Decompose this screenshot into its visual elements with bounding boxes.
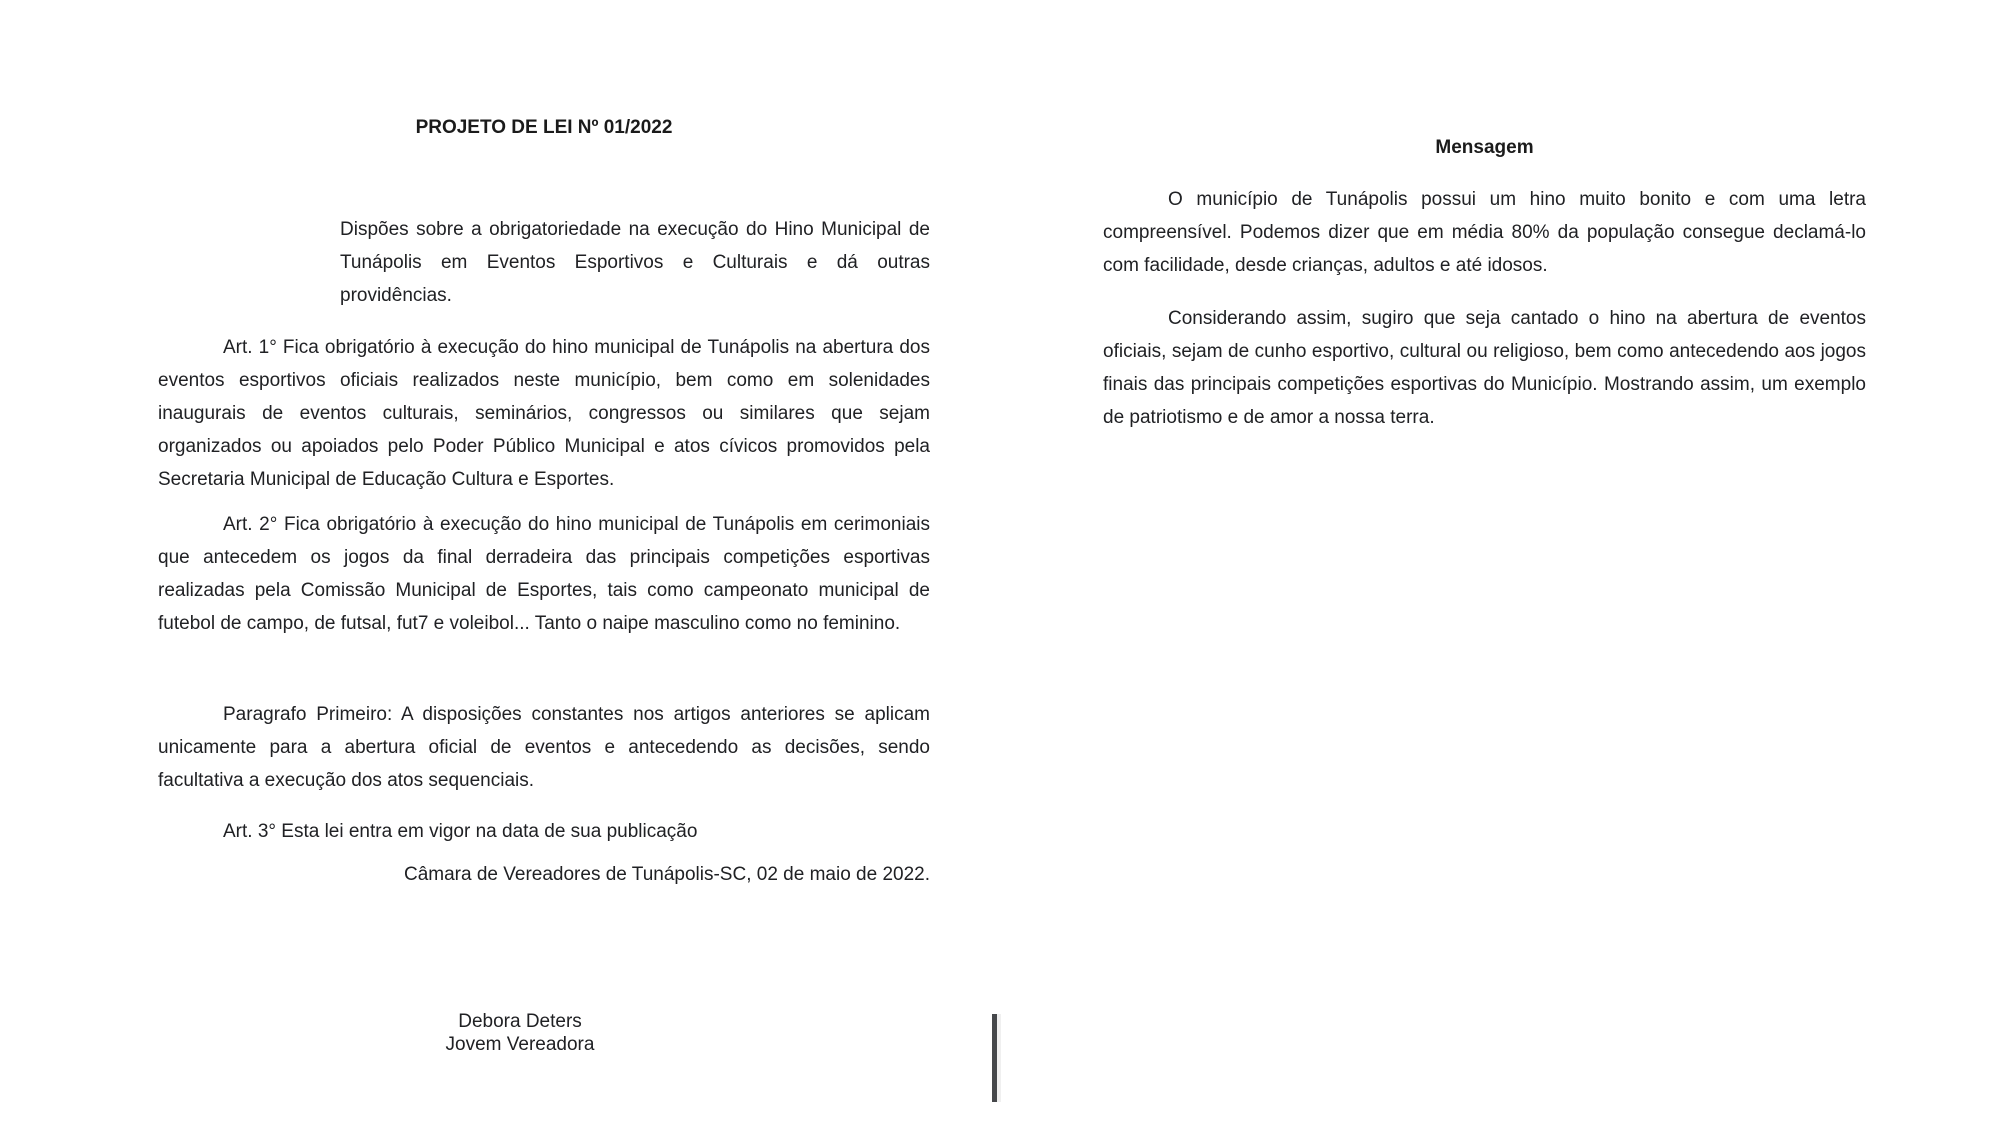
paragraph-first: Paragrafo Primeiro: A disposições constantes nos artigos anteriores se aplicam unicamente para a abertura oficial de eventos e antecedendo as decisões, sendo facultativa a execução dos atos sequenciais. [158,704,930,791]
article-2: Art. 2° Fica obrigatório à execução do hino municipal de Tunápolis em cerimoniais que antecedem os jogos da final derradeira das principais competições esportivas realizadas pela Comissão Municipal de Esportes, tais como campeonato municipal de futebol de campo, de futsal, fut7 e voleibol... Tanto o naipe masculino como no feminino. [158,514,930,634]
article-1: Art. 1° Fica obrigatório à execução do hino municipal de Tunápolis na abertura dos eventos esportivos oficiais realizados neste município, bem como em solenidades inaugurais de eventos culturais, seminários, congressos ou similares que sejam organizados ou apoiados pelo Poder Público Municipal e atos cívicos promovidos pela Secretaria Municipal de Educação Cultura e Esportes. [158,337,930,490]
dateline: Câmara de Vereadores de Tunápolis-SC, 02 de maio de 2022. [404,864,930,885]
divider-light-stripe [997,1014,1001,1102]
page-divider-bar [992,1014,1001,1102]
right-page [1103,0,1866,1125]
epigraph: Dispões sobre a obrigatoriedade na execução do Hino Municipal de Tunápolis em Eventos Esportivos e Culturais e dá outras providências. [340,219,930,306]
signature-name: Debora Deters [458,1011,582,1032]
signature-block [158,1010,882,1056]
left-page [158,0,930,1125]
signature-role: Jovem Vereadora [445,1034,595,1055]
message-paragraph-2: Considerando assim, sugiro que seja cantado o hino na abertura de eventos oficiais, sejam de cunho esportivo, cultural ou religioso, bem como antecedendo aos jogos finais das principais competições esportivas do Município. Mostrando assim, um exemplo de patriotismo e de amor a nossa terra. [1103,308,1866,428]
article-3: Art. 3° Esta lei entra em vigor na data de sua publicação [223,821,698,842]
page-title: PROJETO DE LEI Nº 01/2022 [415,117,673,138]
message-paragraph-1: O município de Tunápolis possui um hino muito bonito e com uma letra compreensível. Podemos dizer que em média 80% da população consegue declamá-lo com facilidade, desde crianças, adultos e até idosos. [1103,189,1866,276]
message-title: Mensagem [1435,137,1534,158]
